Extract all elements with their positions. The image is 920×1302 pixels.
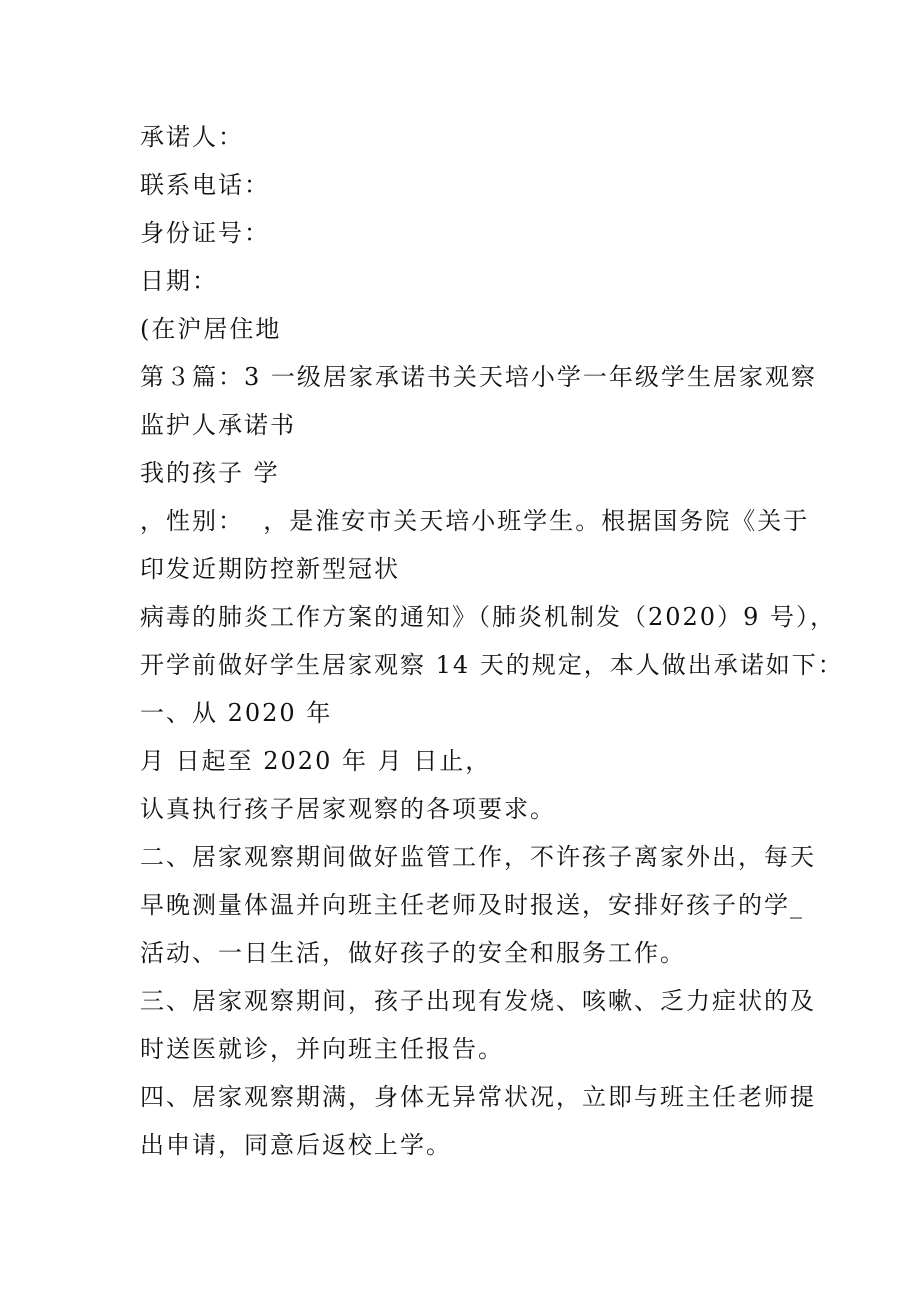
id-number-label: 身份证号： — [140, 219, 270, 247]
section-heading: 第３篇：3 一级居家承诺书关天培小学一年级学生居家观察 — [140, 363, 817, 391]
commitment-item-1-cont: 认真执行孩子居家观察的各项要求。 — [140, 795, 556, 823]
phone-label: 联系电话： — [140, 171, 270, 199]
body-text-line: 我的孩子 学 — [140, 459, 280, 487]
commitment-item-4: 四、居家观察期满，身体无异常状况，立即与班主任老师提 — [140, 1083, 816, 1111]
body-text-line: ，性别： ，是淮安市关天培小班学生。根据国务院《关于 — [140, 507, 810, 535]
body-text-line: 印发近期防控新型冠状 — [140, 555, 400, 583]
commitment-item-2-cont: 活动、一日生活，做好孩子的安全和服务工作。 — [140, 939, 686, 967]
commitment-item-2: 二、居家观察期间做好监管工作，不许孩子离家外出，每天 — [140, 843, 816, 871]
commitment-item-1: 一、从 2020 年 — [140, 699, 333, 727]
commitment-item-3-cont: 时送医就诊，并向班主任报告。 — [140, 1035, 504, 1063]
residence-label: (在沪居住地 — [140, 315, 282, 343]
body-text-line: 开学前做好学生居家观察 14 天的规定，本人做出承诺如下： — [140, 651, 844, 679]
promiser-label: 承诺人： — [140, 123, 244, 151]
commitment-item-1-cont: 月 日起至 2020 年 月 日止， — [140, 747, 492, 775]
body-text-line: 病毒的肺炎工作方案的通知》（肺炎机制发（2020）9 号）， — [140, 603, 836, 631]
date-label: 日期： — [140, 267, 218, 295]
commitment-item-4-cont: 出申请，同意后返校上学。 — [140, 1131, 452, 1159]
section-heading-cont: 监护人承诺书 — [140, 411, 296, 439]
commitment-item-3: 三、居家观察期间，孩子出现有发烧、咳嗽、乏力症状的及 — [140, 987, 816, 1015]
commitment-item-2-cont: 早晚测量体温并向班主任老师及时报送，安排好孩子的学_ — [140, 891, 804, 919]
